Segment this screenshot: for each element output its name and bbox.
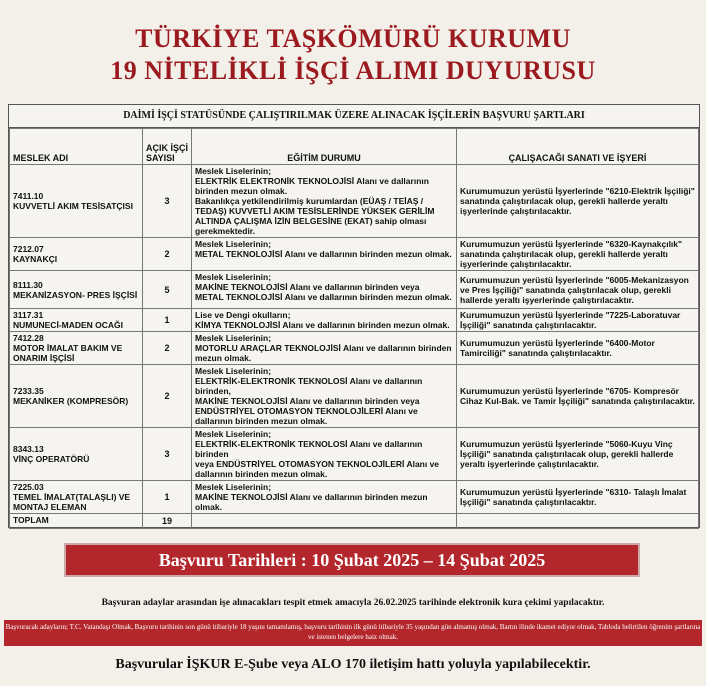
edu-line: Meslek Liselerinin; [195,366,272,376]
work-description: Kurumumuzun yerüstü İşyerlerinde "6320-Kaynakçılık" sanatında çalıştırılacak olup, gerekli hallerde yeraltı işyerlerinde çalıştırılacaktır. [457,238,699,271]
job-name: TEMEL İMALAT(TALAŞLI) VE MONTAJ ELEMAN [13,492,131,512]
title-line-2: 19 NİTELİKLİ İŞÇİ ALIMI DUYURUSU [110,56,596,85]
edu-line: ENDÜSTRİYEL OTOMASYON TEKNOLOJİLERİ Alanı ve dallarının birinden mezun olmak. [195,406,418,426]
job-count: 2 [143,365,192,428]
edu-line: Meslek Liselerinin; [195,333,272,343]
job-name: MOTOR İMALAT BAKIM VE ONARIM İŞÇİSİ [13,343,123,363]
job-name: KUVVETLİ AKIM TESİSATÇISI [13,201,133,211]
edu-line: Meslek Liselerinin; [195,166,272,176]
table-row [10,365,699,428]
edu-line: veya ENDÜSTRİYEL OTOMASYON TEKNOLOJİLERİ Alanı ve dallarının birinden mezun olmak. [195,459,440,479]
job-name: KAYNAKÇI [13,254,58,264]
work-description: Kurumumuzun yerüstü İşyerlerinde "6705- Kompresör Cihaz Kul-Bak. ve Tamir İşçiliği" sanatında çalıştırılacaktır. [457,365,699,428]
application-channels: Başvurular İŞKUR E-Şube veya ALO 170 iletişim hattı yoluyla yapılabilecektir. [115,657,591,672]
table-row [10,309,699,332]
col-header-egitim: EĞİTİM DURUMU [192,129,457,165]
work-description: Kurumumuzun yerüstü İşyerlerinde "6210-Elektrik İşçiliği" sanatında çalıştırılacak olup, gerekli hallerde yeraltı işyerlerinde çalıştırılacaktır. [457,165,699,238]
lottery-note: Başvuran adaylar arasından işe alınacakları tespit etmek amacıyla 26.02.2025 tarihinde elektronik kura çekimi yapılacaktır. [101,598,605,608]
application-dates-banner: Başvuru Tarihleri : 10 Şubat 2025 – 14 Şubat 2025 [66,545,638,575]
job-count: 5 [143,271,192,309]
edu-line: Bakanlıkça yetkilendirilmiş kurumlardan (EÜAŞ / TEİAŞ / TEDAŞ) KUVVETLİ AKIM TESİSLERİNDE YÜKSEK GERİLİM ALTINDA ÇALIŞMA İZİN BELGESİNE (EKAT) sahip olması gerekmektedir. [195,196,435,236]
table-row [10,332,699,365]
job-name: NUMUNECİ-MADEN OCAĞI [13,320,124,330]
total-label: TOPLAM [10,514,143,529]
work-description: Kurumumuzun yerüstü İşyerlerinde "6400-Motor Tamirciliği" sanatında çalıştırılacaktır. [457,332,699,365]
total-value: 19 [143,514,192,529]
edu-line: ELEKTRİK-ELEKTRONİK TEKNOLOSİ Alanı ve dallarının birinden [195,439,423,459]
job-name: VİNÇ OPERATÖRÜ [13,454,90,464]
job-count: 3 [143,165,192,238]
job-count: 1 [143,481,192,514]
edu-line: MOTORLU ARAÇLAR TEKNOLOJİSİ Alanı ve dallarının birinden mezun olmak. [195,343,452,363]
conditions-bar [4,620,702,646]
edu-line: Meslek Liselerinin; [195,429,272,439]
edu-line: ELEKTRİK ELEKTRONİK TEKNOLOJİSİ Alanı ve dallarının birinden mezun olmak. [195,176,429,196]
job-name: MEKANİKER (KOMPRESÖR) [13,396,129,406]
table-row [10,238,699,271]
col-header-meslek: MESLEK ADI [10,129,143,165]
job-count: 3 [143,428,192,481]
table-heading: DAİMİ İŞÇİ STATÜSÜNDE ÇALIŞTIRILMAK ÜZERE ALINACAK İŞÇİLERİN BAŞVURU ŞARTLARI [9,105,699,128]
edu-line: Lise ve Dengi okulların; [195,310,291,320]
table-row [10,165,699,238]
edu-line: METAL TEKNOLOJİSİ Alanı ve dallarının birinden mezun olmak. [195,249,452,259]
edu-line: KİMYA TEKNOLOJİSİ Alanı ve dallarının birinden mezun olmak. [195,320,450,330]
requirements-table-frame [8,104,700,528]
job-count: 1 [143,309,192,332]
edu-line: MAKİNE TEKNOLOJİSİ Alanı ve dallarının birinden veya [195,282,420,292]
edu-line: METAL TEKNOLOJİSİ Alanı ve dallarının birinden mezun olmak. [195,292,452,302]
job-count: 2 [143,238,192,271]
edu-line: ELEKTRİK-ELEKTRONİK TEKNOLOSİ Alanı ve dallarının birinden, [195,376,423,396]
job-code: 7412.28 [13,333,44,343]
job-code: 7225.03 [13,482,44,492]
edu-line: Meslek Liselerinin; [195,482,272,492]
table-row [10,271,699,309]
col-header-sanat: ÇALIŞACAĞI SANATI VE İŞYERİ [457,129,699,165]
job-count: 2 [143,332,192,365]
work-description: Kurumumuzun yerüstü İşyerlerinde "6005-Mekanizasyon ve Pres İşçiliği" sanatında çalıştırılacak olup, gerekli hallerde yeraltı işyerlerinde çalıştırılacaktır. [457,271,699,309]
job-code: 7212.07 [13,244,44,254]
job-code: 8343.13 [13,444,44,454]
requirements-table [9,128,699,529]
col-header-acik: AÇIK İŞÇİ SAYISI [143,129,192,165]
work-description: Kurumumuzun yerüstü İşyerlerinde "7225-Laboratuvar İşçiliği" sanatında çalıştırılacaktır. [457,309,699,332]
work-description: Kurumumuzun yerüstü İşyerlerinde "5060-Kuyu Vinç İşçiliği" sanatında çalıştırılacak olup, gerekli hallerde yeraltı işyerlerinde çalıştırılacaktır. [457,428,699,481]
work-description: Kurumumuzun yerüstü İşyerlerinde "6310- Talaşlı İmalat İşçiliği" sanatında çalıştırılacaktır. [457,481,699,514]
table-row [10,481,699,514]
table-row [10,428,699,481]
conditions-text: Başvuracak adayların; T.C. Vatandaşı Olmak, Başvuru tarihinin son günü itibariyle 18 yaşını tamamlamış, başvuru tarihinin ilk günü itibariyle 35 yaşından gün almamış olmak, Bartın ilinde ikamet ediyor olmak, Tabloda belirtilen öğrenim şartlarına ve istenen belgelere haiz olmak. [5,623,701,641]
edu-line: MAKİNE TEKNOLOJİSİ Alanı ve dallarının birinden veya [195,396,420,406]
edu-line: MAKİNE TEKNOLOJİSİ Alanı ve dallarının birinden mezun olmak. [195,492,428,512]
job-code: 7411.10 [13,191,44,201]
job-name: MEKANİZASYON- PRES İŞÇİSİ [13,289,138,300]
total-row [10,514,699,529]
job-code: 7233.35 [13,386,44,396]
job-code: 3117.31 [13,310,44,320]
job-code: 8111.30 [13,279,43,290]
edu-line: Meslek Liselerinin; [195,239,272,249]
edu-line: Meslek Liselerinin; [195,272,272,282]
title-line-1: TÜRKİYE TAŞKÖMÜRÜ KURUMU [135,24,571,53]
